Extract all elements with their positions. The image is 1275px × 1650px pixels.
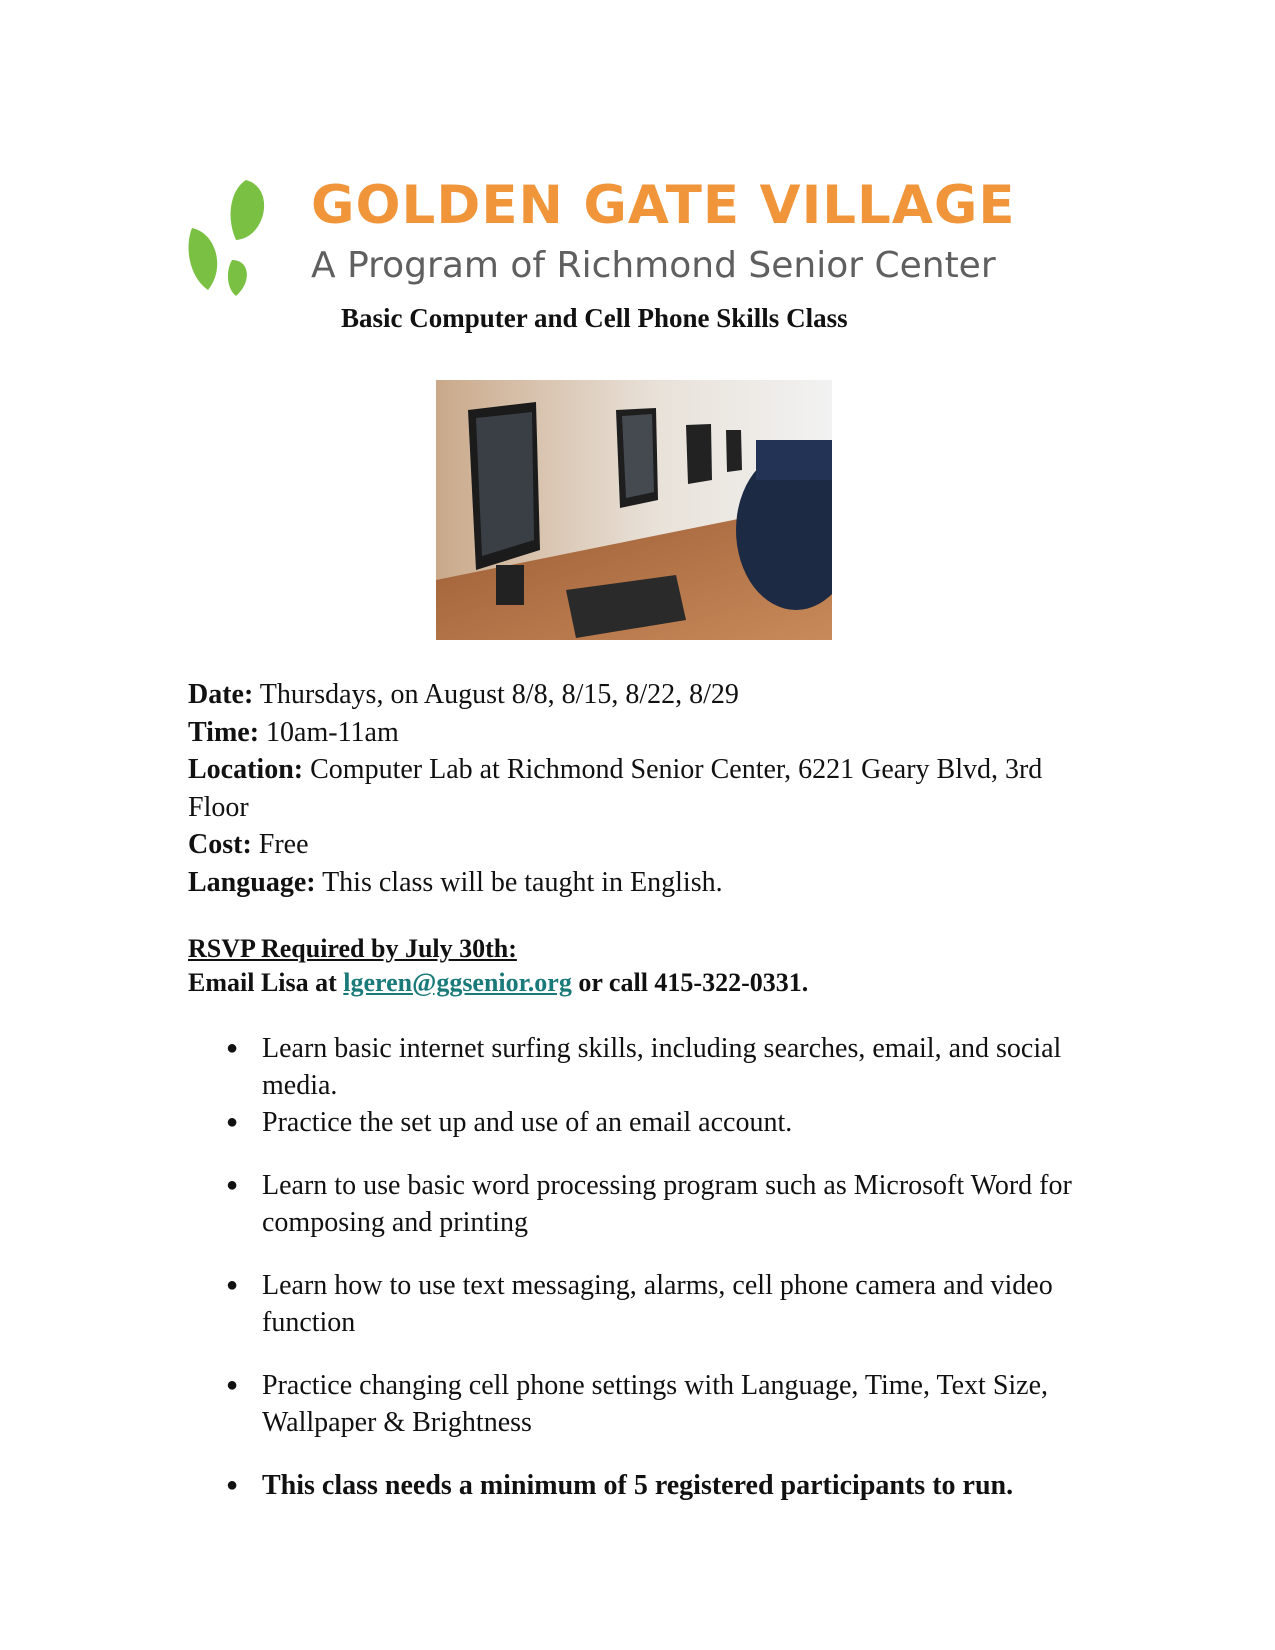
org-subtitle: A Program of Richmond Senior Center	[311, 245, 996, 286]
detail-cost	[188, 826, 1088, 864]
org-logo	[186, 175, 1086, 298]
detail-value: This class will be taught in English.	[322, 866, 723, 898]
class-details	[188, 676, 1088, 901]
detail-value: Thursdays, on August 8/8, 8/15, 8/22, 8/29	[259, 679, 739, 710]
rsvp-prefix: Email Lisa at	[188, 968, 337, 997]
class-topics-list	[188, 1030, 1088, 1504]
rsvp-section	[188, 932, 1088, 1000]
detail-language	[188, 864, 1088, 902]
list-item: ● Practice changing cell phone settings with Language, Time, Text Size, Wallpaper & Brightness	[188, 1367, 1088, 1441]
detail-label: Location:	[188, 754, 304, 785]
rsvp-contact	[188, 966, 1088, 1000]
list-item: ● Learn to use basic word processing program such as Microsoft Word for composing and printing	[188, 1167, 1088, 1241]
detail-label: Date:	[188, 679, 254, 710]
list-item: ● Learn how to use text messaging, alarms, cell phone camera and video function	[188, 1267, 1088, 1341]
detail-location	[188, 751, 1088, 826]
detail-label: Time:	[188, 716, 260, 748]
rsvp-suffix: or call 415-322-0331.	[578, 968, 809, 997]
detail-value: Computer Lab at Richmond Senior Center, 6221 Geary Blvd, 3rd Floor	[188, 754, 1043, 823]
leaf-logo-icon	[186, 178, 276, 298]
list-item: ● This class needs a minimum of 5 registered participants to run.	[188, 1467, 1088, 1504]
list-item: ● Practice the set up and use of an email account.	[188, 1104, 1088, 1141]
detail-label: Language:	[188, 866, 316, 898]
detail-value: Free	[258, 829, 309, 860]
class-title: Basic Computer and Cell Phone Skills Class	[341, 303, 848, 333]
detail-time	[188, 714, 1088, 752]
computer-lab-photo	[436, 380, 832, 640]
email-link[interactable]: lgeren@ggsenior.org	[343, 968, 572, 997]
list-item: ● Learn basic internet surfing skills, including searches, email, and social media.	[188, 1030, 1088, 1104]
org-name: GOLDEN GATE VILLAGE	[311, 175, 1016, 236]
detail-value: 10am-11am	[266, 716, 399, 748]
detail-label: Cost:	[188, 829, 252, 860]
rsvp-heading: RSVP Required by July 30th:	[188, 934, 517, 963]
detail-date	[188, 676, 1088, 714]
